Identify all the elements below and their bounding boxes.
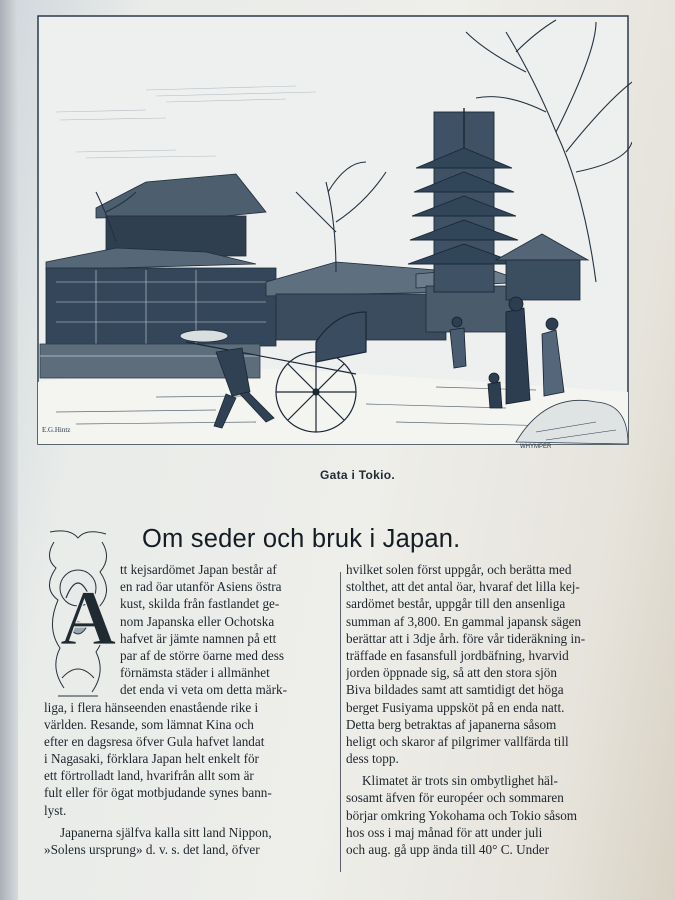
text-line: liga, i flera hänseenden enastående rike i [44,699,259,715]
text-line: dess topp. [346,751,399,767]
text-line: världen. Resande, som lämnat Kina och [44,716,254,732]
text-line: Biva bildades samt att samtidigt det höga [346,682,564,698]
text-line: kust, skilda från fastlandet ge- [120,596,280,612]
text-line: stolthet, att det antal öar, hvaraf det lilla kej- [346,579,580,595]
text-line: hos oss i maj månad för att under juli [346,824,543,840]
text-line: hafvet är jämte namnen på ett [120,630,277,646]
text-line: berget Fusiyama uppsköt på en enda natt. [346,699,565,715]
text-line: jorden öppnade sig, så att den stora sjön [346,665,557,681]
left-column [44,561,336,858]
illustration-signature-left: E.G.Hintz [42,426,71,434]
text-line: sosamt äfven för européer och sommaren [346,790,564,806]
text-line: summan af 3,800. En gammal japansk sägen [346,613,582,629]
text-line: tt kejsardömet Japan består af [120,562,277,577]
illustration-signature-right: WHYMPER [520,444,552,450]
text-line: Detta berg betraktas af japanerna såsom [346,716,557,732]
text-line: förnämsta städer i allmänhet [120,665,270,681]
text-line: berättar att i 3dje årh. före vår tideräkning in- [346,630,586,646]
page-gutter [0,0,18,900]
text-line: nom Japanska eller Ochotska [120,613,275,629]
dropcap-letter: A [60,574,116,661]
text-line: heligt och skaror af pilgrimer vallfärda till [346,733,569,749]
text-line: hvilket solen först uppgår, och berätta med [346,562,572,577]
text-line: Klimatet är trots sin ombytlighet häl- [362,773,558,789]
article-title: Om seder och bruk i Japan. [142,525,461,553]
text-line: Japanerna själfva kalla sitt land Nippon, [60,824,272,840]
text-line: träffade en fasansfull jordbäfning, hvarvid [346,647,569,663]
text-line: sardömet består, uppgår till den ansenliga [346,596,566,612]
text-line: börjar omkring Yokohama och Tokio såsom [346,807,578,823]
column-divider [340,572,341,872]
street-illustration [36,12,632,452]
text-line: par af de större öarne med dess [120,647,285,663]
text-line: ett förtrolladt land, hvarifrån allt som är [44,768,254,784]
text-line: och aug. gå upp ända till 40° C. Under [346,842,550,857]
text-line: efter en dagsresa öfver Gula hafvet landat [44,733,265,749]
text-line: fult eller för ögat motbjudande synes bann- [44,785,272,801]
text-line: i Nagasaki, förklara Japan helt enkelt för [44,751,259,767]
text-line: »Solens ursprung» d. v. s. det land, öfver [44,842,260,857]
right-column [346,561,636,858]
text-line: en rad öar utanför Asiens östra [120,579,282,595]
text-line: det enda vi veta om detta märk- [120,682,287,698]
illustration-caption: Gata i Tokio. [319,468,396,482]
text-line: lyst. [44,802,67,818]
